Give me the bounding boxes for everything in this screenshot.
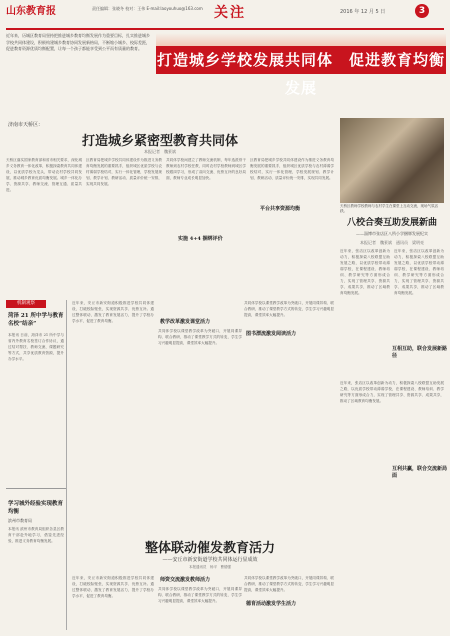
article3-title: 整体联动催发教育活力 [144,541,275,556]
article2-col3: 近年来，张店区以改革创新为动力，积极探索八校联盟互助发展之路，以优质学校带动薄弱学校，在课程建设、教师培训、教学研究等方面形成合力，实现了管理共享、资源共享、成果共享，推动了区域教育均衡发展。 [340,381,444,403]
article3-col2: 共同体学校以课堂教学改革为突破口，开展同课异构、联合教研，推动了课堂教学方式的转变，学生学习兴趣明显提高，课堂效率大幅提升。 [158,329,242,345]
issue-date: 2016 年 12 月 5 日 [340,9,386,15]
article1-kicker: 济南市天桥区： [8,122,44,128]
article2-byline: 本报记者 魏景斌 通讯员 梁明亮 [360,240,424,245]
article2-subtitle: ——淄博市张店区八所小学捆绑发展纪实 [356,231,428,236]
article1-title: 打造城乡紧密型教育共同体 [81,134,238,149]
article3-col5: 共同体学校以课堂教学改革为突破口，开展同课异构、联合教研，推动了课堂教学方式的转变，学生学习兴趣明显提高，课堂效率大幅提升。 [158,587,242,603]
article1-byline: 本报记者 魏景斌 [144,149,176,154]
article2-col2: 近年来，张店区以改革创新为动力，积极探索八校联盟互助发展之路，以优质学校带动薄弱学校，在课程建设、教师培训、教学研究等方面形成合力，实现了管理共享、资源共享、成果共享，推动了区域教育均衡发展。 [394,249,444,295]
sidebar-item2-tag: 滨州市教育局 [8,518,32,523]
sidebar-item2-body: 本报讯 滨州市教育局组织各县区教育干部赴外地学习，借鉴先进经验，推进义务教育均衡发展。 [8,527,64,543]
article1-subhead2: 平台共享资源均衡 [260,206,301,212]
article3-subhead4: 德育活动激发学生活力 [246,601,297,607]
photo-caption: 天桥区教师学校教师与农村学生在课堂上互动交流，现场气氛活跃。 [340,204,438,213]
page-banner: 打造城乡学校发展共同体 促进教育均衡发展 [156,46,446,74]
sidebar-tag: 机制观察 [6,300,46,308]
article1-col1: 天桥区落实国家教育部和省市相关要求，深化城乡义务教育一体化改革，积极探索教育共同体建设，以优质学校为龙头，带动农村学校共同发展，推动城乡教育优质均衡发展。城乡一体化办学、资源共享、教师交流、管理互通、质量共进。 [6,158,82,192]
sidebar-item2-title: 学习城外经验实现教育均衡 [8,501,64,515]
article3-subhead1: 教学改革激发课堂活力 [160,319,211,325]
article3-col6: 共同体学校以课堂教学改革为突破口，开展同课异构、联合教研，推动了课堂教学方式的转变，学生学习兴趣明显提高，课堂效率大幅提升。 [244,576,334,592]
article1-col4: 区教育局把城乡学校共同体建设作为推进义务教育均衡发展的重要抓手，组织城区优质学校与农村薄弱学校结对，实行一体化管理，学校发展规划、教学计划、教研活动、质量评价统一安排，实现共同发展。 [250,158,334,180]
banner-decor [156,33,446,46]
article3-col3: 共同体学校以课堂教学改革为突破口，开展同课异构、联合教研，推动了课堂教学方式的转变，学生学习兴趣明显提高，课堂效率大幅提升。 [244,301,334,317]
masthead [0,0,450,30]
article2-subhead1: 互相互助，联合发展新路径 [392,346,448,359]
article2-subhead2: 互利共赢，联合交流新局面 [392,466,448,479]
article2-col1: 近年来，张店区以改革创新为动力，积极探索八校联盟互助发展之路，以优质学校带动薄弱学校，在课程建设、教师培训、教学研究等方面形成合力，实现了管理共享、资源共享、成果共享，推动了区域教育均衡发展。 [340,249,390,295]
section-title: 关注 [214,5,246,21]
editor-info: 责任编辑：张晓冬 校对：王伟 E-mail:laoyouhuo@163.com [92,6,203,11]
article3-subhead3: 师资交流激发教师活力 [160,577,211,583]
masthead-rule [6,28,444,30]
page-number: 3 [415,4,429,18]
article3-col1: 近年来，安丘市新安街道积极推进学校共同体建设，打破校际壁垒，实现资源共享、优势互补。通过整体联动，激发了教育发展活力，提升了学校办学水平，促进了教育均衡。 [72,301,154,323]
article1-photo [340,118,444,203]
article3-subhead2: 图书漂流激发阅读活力 [246,331,297,337]
article1-subhead1: 实施 4+4 捆绑评价 [178,236,223,242]
sidebar-divider [6,488,66,489]
sidebar-item1-title: 菏泽 21 所中学与教育名校“结亲” [8,313,64,327]
article3-col4: 近年来，安丘市新安街道积极推进学校共同体建设，打破校际壁垒，实现资源共享、优势互补。通过整体联动，激发了教育发展活力，提升了学校办学水平，促进了教育均衡。 [72,576,154,598]
article3-byline: 本报通讯员 杨平 曹德强 [189,565,231,569]
sidebar-item1-body: 本报讯 日前，菏泽市 21 所中学与省内外教育名校签订合作协议，通过结对帮扶、教师交流、课题研究等方式，共享优质教育资源，提升办学水平。 [8,333,64,361]
newspaper-logo: 山东教育报 [6,6,56,17]
article2-title: 八校合奏互助发展新曲 [346,218,437,228]
article1-col2: 区教育局把城乡学校共同体建设作为推进义务教育均衡发展的重要抓手，组织城区优质学校与农村薄弱学校结对，实行一体化管理，学校发展规划、教学计划、教研活动、质量评价统一安排，实现共同发展。 [86,158,162,186]
article3-subtitle: ——安丘市新安街道学校共同体运行显成效 [162,557,258,563]
intro-text: 近年来，历城区教育局坚持把推进城乡教育均衡发展作为重要目标，扎实推进城乡学校共同体建设，积极构建城乡教育协同发展新格局，不断缩小城乡、校际差距，促进教育资源优质均衡配置，让每一个孩子都能享受到公平而有质量的教育。 [6,33,150,51]
article1-col3: 共同体学校间建立了教师交流机制，每年选派骨干教师到农村学校任教，同时农村学校教师到城区学校跟岗学习，形成了双向交流、优势互补的良好局面，教师专业成长明显加快。 [166,158,246,180]
